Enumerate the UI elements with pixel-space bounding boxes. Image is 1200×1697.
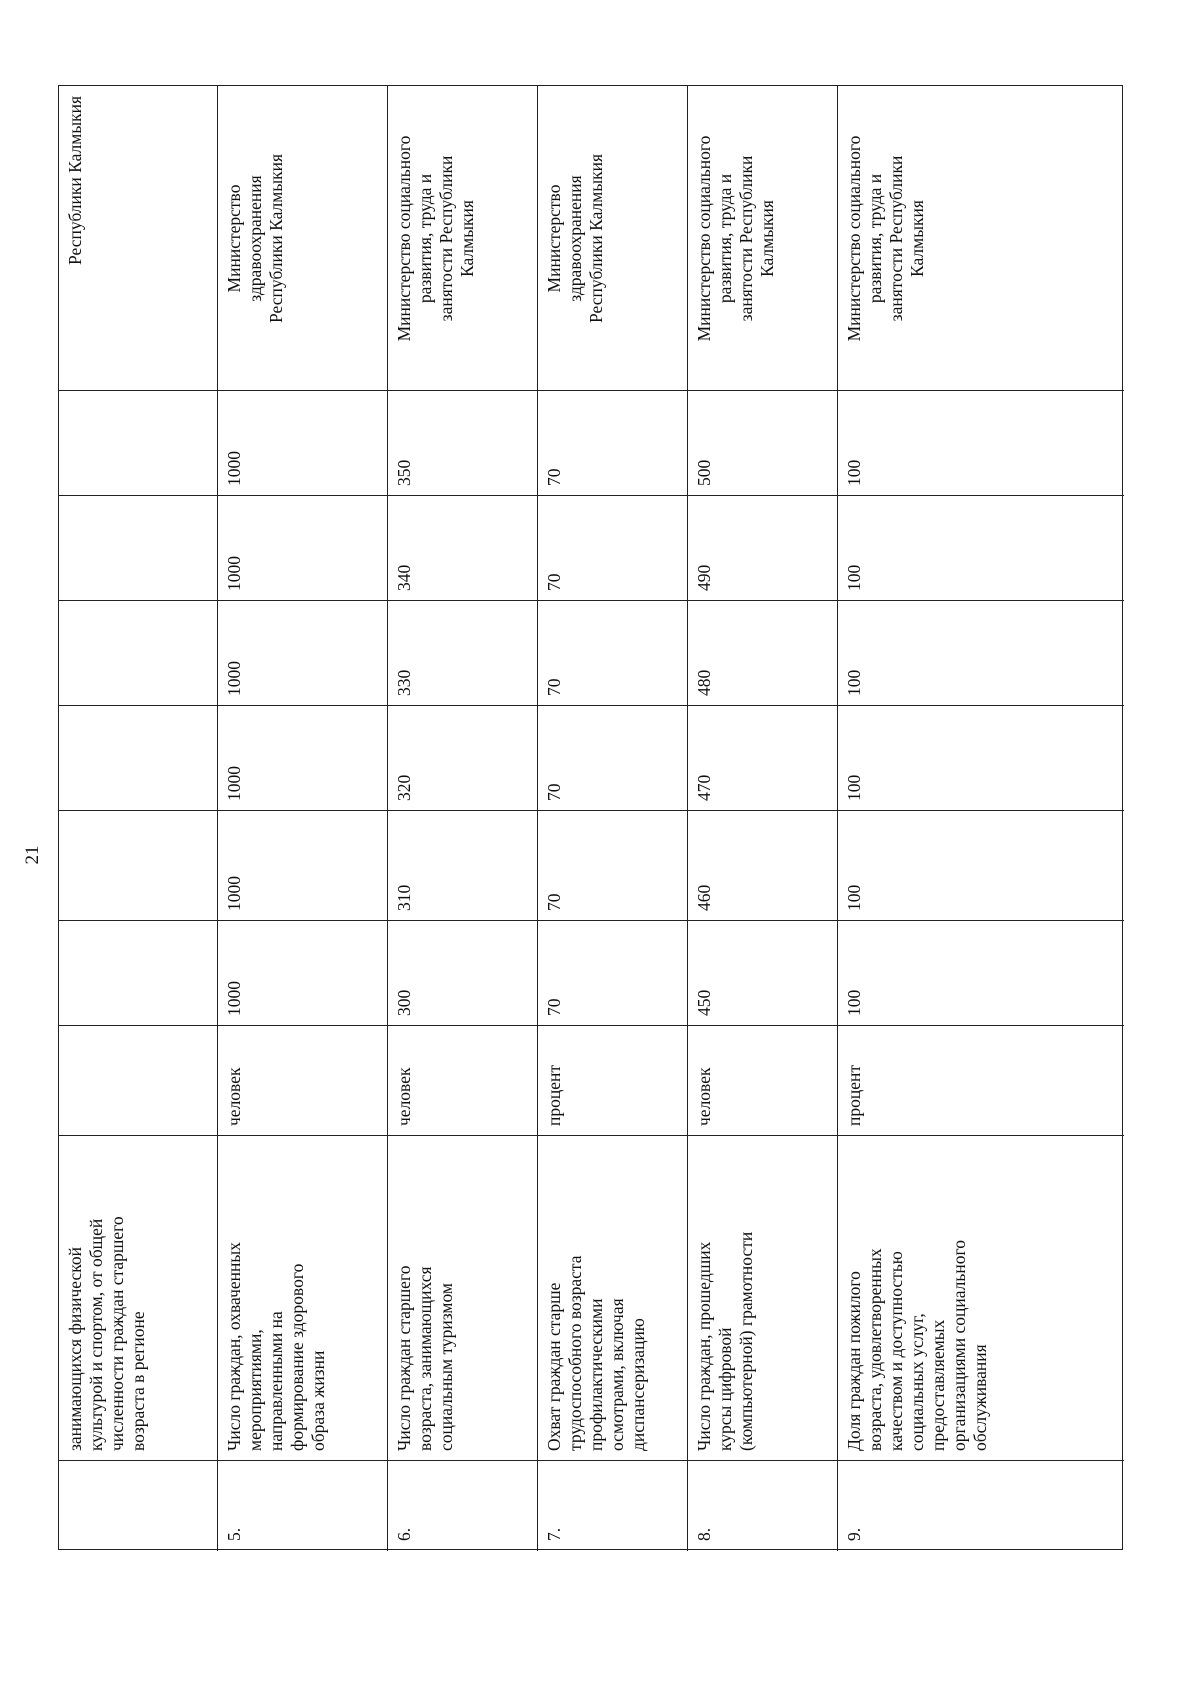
table-row bbox=[537, 86, 687, 1551]
value-cell bbox=[688, 811, 837, 921]
indicator-cell bbox=[838, 1136, 1124, 1461]
value-text: 480 bbox=[694, 669, 714, 696]
value-text: 320 bbox=[394, 774, 414, 801]
value-cell bbox=[538, 921, 687, 1026]
value-text: 1000 bbox=[224, 556, 244, 591]
value-cell bbox=[218, 921, 387, 1026]
table-row bbox=[837, 86, 1124, 1551]
value-text: 330 bbox=[394, 669, 414, 696]
number-text: 6. bbox=[394, 1527, 414, 1541]
value-text: 300 bbox=[394, 989, 414, 1016]
value-text: 70 bbox=[544, 783, 564, 801]
unit-text: человек bbox=[394, 1067, 414, 1126]
responsible-cell bbox=[688, 86, 837, 391]
value-cell bbox=[838, 706, 1124, 811]
table-row bbox=[59, 86, 217, 1551]
value-text: 70 bbox=[544, 998, 564, 1016]
value-text: 1000 bbox=[224, 981, 244, 1016]
value-text: 1000 bbox=[224, 661, 244, 696]
table-row bbox=[387, 86, 537, 1551]
value-text: 100 bbox=[844, 989, 864, 1016]
value-cell bbox=[218, 496, 387, 601]
value-text: 70 bbox=[544, 573, 564, 591]
indicator-text: Охват граждан старше трудоспособного возраста профилактическими осмотрами, включая диспансеризацию bbox=[544, 1255, 648, 1451]
value-cell bbox=[59, 706, 217, 811]
unit-cell bbox=[59, 1026, 217, 1136]
unit-text: человек bbox=[224, 1067, 244, 1126]
value-text: 450 bbox=[694, 989, 714, 1016]
page-number: 21 bbox=[22, 845, 43, 865]
number-text: 7. bbox=[544, 1527, 564, 1541]
responsible-cell bbox=[388, 86, 537, 391]
table-row bbox=[687, 86, 837, 1551]
number-cell bbox=[388, 1461, 537, 1551]
unit-cell bbox=[218, 1026, 387, 1136]
responsible-text: Министерство здравоохранения Республики Калмыкия bbox=[544, 154, 606, 324]
value-cell bbox=[59, 391, 217, 496]
value-cell bbox=[688, 496, 837, 601]
value-cell bbox=[538, 391, 687, 496]
indicator-cell bbox=[59, 1136, 217, 1461]
value-text: 460 bbox=[694, 884, 714, 911]
table-row bbox=[217, 86, 387, 1551]
value-text: 70 bbox=[544, 893, 564, 911]
value-cell bbox=[688, 391, 837, 496]
unit-text: процент bbox=[544, 1064, 564, 1126]
value-text: 350 bbox=[394, 459, 414, 486]
value-cell bbox=[688, 601, 837, 706]
value-text: 310 bbox=[394, 884, 414, 911]
responsible-cell bbox=[838, 86, 1124, 391]
number-cell bbox=[59, 1461, 217, 1551]
responsible-text: Министерство социального развития, труда и занятости Республики Калмыкия bbox=[694, 135, 777, 342]
unit-text: процент bbox=[844, 1064, 864, 1126]
indicator-cell bbox=[688, 1136, 837, 1461]
value-text: 1000 bbox=[224, 451, 244, 486]
value-cell bbox=[838, 601, 1124, 706]
value-cell bbox=[388, 706, 537, 811]
responsible-cell bbox=[218, 86, 387, 391]
value-text: 70 bbox=[544, 468, 564, 486]
number-cell bbox=[688, 1461, 837, 1551]
responsible-text: Министерство здравоохранения Республики Калмыкия bbox=[224, 154, 286, 324]
value-cell bbox=[538, 601, 687, 706]
indicator-text: Доля граждан пожилого возраста, удовлетворенных качеством и доступностью социальных услуг, предоставляемых организациями социального обслуживания bbox=[844, 1240, 990, 1451]
value-cell bbox=[838, 921, 1124, 1026]
unit-cell bbox=[688, 1026, 837, 1136]
unit-cell bbox=[838, 1026, 1124, 1136]
number-text: 8. bbox=[694, 1527, 714, 1541]
value-cell bbox=[838, 496, 1124, 601]
value-text: 1000 bbox=[224, 766, 244, 801]
value-cell bbox=[688, 706, 837, 811]
number-cell bbox=[538, 1461, 687, 1551]
value-text: 70 bbox=[544, 678, 564, 696]
value-cell bbox=[218, 811, 387, 921]
value-cell bbox=[388, 921, 537, 1026]
value-cell bbox=[538, 706, 687, 811]
value-text: 500 bbox=[694, 459, 714, 486]
number-cell bbox=[218, 1461, 387, 1551]
value-text: 100 bbox=[844, 774, 864, 801]
number-cell bbox=[838, 1461, 1124, 1551]
value-cell bbox=[218, 601, 387, 706]
value-cell bbox=[688, 921, 837, 1026]
indicator-text: Число граждан, охваченных мероприятиями, направленными на формирование здорового образа жизни bbox=[224, 1242, 328, 1451]
value-cell bbox=[538, 811, 687, 921]
indicator-cell bbox=[218, 1136, 387, 1461]
responsible-text: Министерство социального развития, труда и занятости Республики Калмыкия bbox=[394, 135, 477, 342]
value-text: 100 bbox=[844, 884, 864, 911]
value-text: 340 bbox=[394, 564, 414, 591]
responsible-text: Республики Калмыкия bbox=[65, 96, 85, 266]
value-cell bbox=[59, 601, 217, 706]
responsible-cell bbox=[538, 86, 687, 391]
value-cell bbox=[538, 496, 687, 601]
value-text: 100 bbox=[844, 564, 864, 591]
value-cell bbox=[218, 706, 387, 811]
value-cell bbox=[388, 496, 537, 601]
unit-cell bbox=[538, 1026, 687, 1136]
value-cell bbox=[388, 391, 537, 496]
responsible-text: Министерство социального развития, труда и занятости Республики Калмыкия bbox=[844, 135, 927, 342]
value-cell bbox=[388, 811, 537, 921]
unit-cell bbox=[388, 1026, 537, 1136]
indicator-cell bbox=[388, 1136, 537, 1461]
data-table bbox=[58, 85, 1123, 1550]
value-cell bbox=[59, 921, 217, 1026]
value-cell bbox=[388, 601, 537, 706]
value-cell bbox=[838, 391, 1124, 496]
number-text: 9. bbox=[844, 1527, 864, 1541]
value-cell bbox=[59, 496, 217, 601]
unit-text: человек bbox=[694, 1067, 714, 1126]
value-cell bbox=[838, 811, 1124, 921]
value-text: 470 bbox=[694, 774, 714, 801]
value-text: 490 bbox=[694, 564, 714, 591]
value-text: 1000 bbox=[224, 876, 244, 911]
responsible-cell bbox=[59, 86, 217, 391]
value-text: 100 bbox=[844, 669, 864, 696]
indicator-text: Число граждан старшего возраста, занимающихся социальным туризмом bbox=[394, 1265, 456, 1451]
indicator-text: Число граждан, прошедших курсы цифровой (компьютерной) грамотности bbox=[694, 1231, 756, 1451]
value-text: 100 bbox=[844, 459, 864, 486]
number-text: 5. bbox=[224, 1527, 244, 1541]
value-cell bbox=[59, 811, 217, 921]
indicator-cell bbox=[538, 1136, 687, 1461]
value-cell bbox=[218, 391, 387, 496]
indicator-text: занимающихся физической культурой и спортом, от общей численности граждан старшего возраста в регионе bbox=[65, 1216, 148, 1451]
